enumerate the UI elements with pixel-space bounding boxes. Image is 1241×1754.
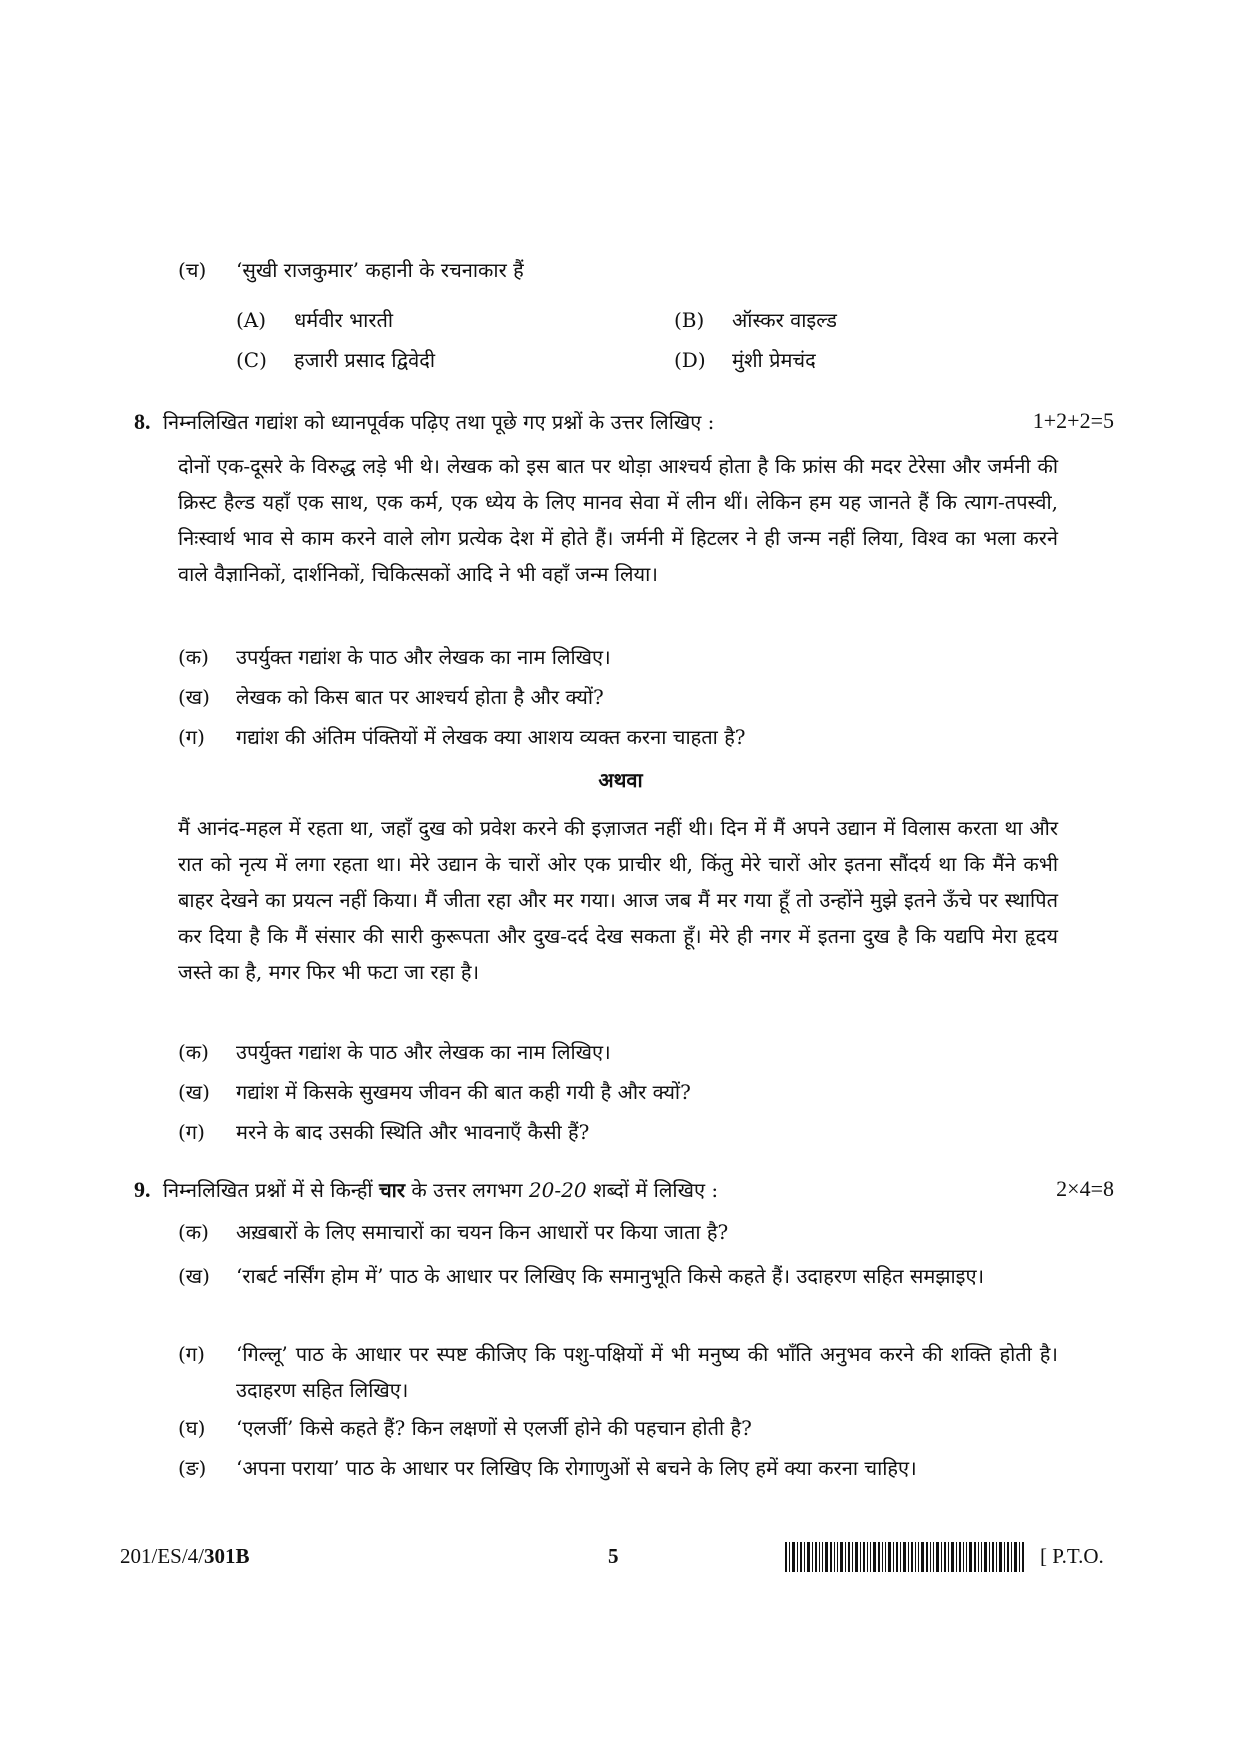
sub-label: (ख)	[178, 1080, 210, 1104]
paper-code-prefix: 201/ES/4/	[120, 1544, 205, 1568]
paper-code	[120, 1544, 250, 1569]
instruction-post: के उत्तर लगभग	[411, 1178, 523, 1202]
q8-alt-sub-ka	[178, 1038, 611, 1065]
passage-1: दोनों एक-दूसरे के विरुद्ध लड़े भी थे। लेखक को इस बात पर थोड़ा आश्चर्य होता है कि फ्रांस की मदर टेरेसा और जर्मनी की क्रिस्ट हैल्ड यहाँ एक साथ, एक कर्म, एक ध्येय के लिए मानव सेवा में लीन थीं। लेकिन हम यह जानते हैं कि त्याग-तपस्वी, निःस्वार्थ भाव से काम करने वाले लोग प्रत्येक देश में होते हैं। जर्मनी में हिटलर ने ही जन्म नहीं लिया, विश्व का भला करने वाले वैज्ञानिकों, दार्शनिकों, चिकित्सकों आदि ने भी वहाँ जन्म लिया।	[178, 454, 1058, 586]
option-label: (C)	[236, 348, 267, 372]
q8-sub-ga	[178, 723, 746, 750]
option-label: (D)	[674, 348, 706, 372]
q9-header	[134, 1176, 1114, 1203]
q9-sub-ga	[178, 1336, 1058, 1408]
option-label: (B)	[674, 308, 705, 332]
instruction-italic: 20-20	[528, 1178, 587, 1202]
option-text: मुंशी प्रेमचंद	[732, 348, 816, 372]
barcode-image	[785, 1542, 1025, 1572]
sub-label: (ङ)	[178, 1456, 207, 1480]
sub-label: (ग)	[178, 725, 205, 749]
option-text: ऑस्कर वाइल्ड	[732, 308, 837, 332]
instruction-end: शब्दों में लिखिए :	[592, 1178, 719, 1202]
q8-sub-ka	[178, 643, 611, 670]
sub-text: उपर्युक्त गद्यांश के पाठ और लेखक का नाम लिखिए।	[236, 1040, 611, 1064]
sub-text: ‘गिल्लू’ पाठ के आधार पर स्पष्ट कीजिए कि पशु-पक्षियों में भी मनुष्य की भाँति अनुभव करने की शक्ति होती है। उदाहरण सहित लिखिए।	[236, 1342, 1058, 1402]
page-number: 5	[608, 1544, 619, 1568]
sub-text: लेखक को किस बात पर आश्चर्य होता है और क्यों?	[236, 685, 604, 709]
q8-header	[134, 408, 1114, 435]
sub-text: गद्यांश की अंतिम पंक्तियों में लेखक क्या आशय व्यक्त करना चाहता है?	[236, 725, 746, 749]
sub-text: गद्यांश में किसके सुखमय जीवन की बात कही गयी है और क्यों?	[236, 1080, 691, 1104]
part-label: (च)	[178, 258, 207, 282]
sub-label: (घ)	[178, 1416, 206, 1440]
q8-alt-sub-ga	[178, 1118, 589, 1145]
q9-sub-kha	[178, 1258, 1058, 1294]
q7-question	[178, 256, 524, 283]
q9-sub-ka	[178, 1218, 728, 1245]
pto-label: [ P.T.O.	[1040, 1544, 1104, 1568]
question-number: 9.	[134, 1177, 151, 1202]
sub-text: ‘अपना पराया’ पाठ के आधार पर लिखिए कि रोगाणुओं से बचने के लिए हमें क्या करना चाहिए।	[236, 1456, 917, 1480]
question-number: 8.	[134, 409, 151, 434]
q8-alt-sub-kha	[178, 1078, 691, 1105]
sub-label: (ख)	[178, 685, 210, 709]
q8-sub-kha	[178, 683, 604, 710]
q9-sub-nga	[178, 1454, 917, 1481]
option-text: धर्मवीर भारती	[294, 308, 394, 332]
or-heading: अथवा	[598, 768, 643, 792]
option-label: (A)	[236, 308, 267, 332]
option-d	[674, 346, 816, 373]
sub-label: (ख)	[178, 1264, 210, 1288]
paper-code-bold: 301B	[204, 1544, 250, 1568]
sub-text: ‘राबर्ट नर्सिंग होम में’ पाठ के आधार पर लिखिए कि समानुभूति किसे कहते हैं। उदाहरण सहित समझाइए।	[236, 1264, 985, 1288]
option-c	[236, 346, 435, 373]
sub-label: (ग)	[178, 1120, 205, 1144]
sub-label: (क)	[178, 1220, 209, 1244]
question-marks: 1+2+2=5	[1032, 408, 1114, 433]
option-a	[236, 306, 393, 333]
instruction-bold: चार	[378, 1178, 406, 1202]
question-text: ‘सुखी राजकुमार’ कहानी के रचनाकार हैं	[236, 258, 524, 282]
question-marks: 2×4=8	[1056, 1176, 1114, 1201]
sub-label: (क)	[178, 645, 209, 669]
sub-text: ‘एलर्जी’ किसे कहते हैं? किन लक्षणों से एलर्जी होने की पहचान होती है?	[236, 1416, 752, 1440]
option-b	[674, 306, 837, 333]
sub-label: (ग)	[178, 1342, 205, 1366]
option-text: हजारी प्रसाद द्विवेदी	[294, 348, 436, 372]
instruction-pre: निम्नलिखित प्रश्नों में से किन्हीं	[162, 1178, 373, 1202]
sub-text: अख़बारों के लिए समाचारों का चयन किन आधारों पर किया जाता है?	[236, 1220, 729, 1244]
sub-text: उपर्युक्त गद्यांश के पाठ और लेखक का नाम लिखिए।	[236, 645, 611, 669]
sub-text: मरने के बाद उसकी स्थिति और भावनाएँ कैसी हैं?	[236, 1120, 590, 1144]
q9-sub-gha	[178, 1414, 752, 1441]
question-instruction: निम्नलिखित गद्यांश को ध्यानपूर्वक पढ़िए तथा पूछे गए प्रश्नों के उत्तर लिखिए :	[162, 410, 715, 434]
sub-label: (क)	[178, 1040, 209, 1064]
passage-2: मैं आनंद-महल में रहता था, जहाँ दुख को प्रवेश करने की इज़ाजत नहीं थी। दिन में मैं अपने उद्यान में विलास करता था और रात को नृत्य में लगा रहता था। मेरे उद्यान के चारों ओर एक प्राचीर थी, किंतु मेरे चारों ओर इतना सौंदर्य था कि मैंने कभी बाहर देखने का प्रयत्न नहीं किया। मैं जीता रहा और मर गया। आज जब मैं मर गया हूँ तो उन्होंने मुझे इतने ऊँचे पर स्थापित कर दिया है कि मैं संसार की सारी कुरूपता और दुख-दर्द देख सकता हूँ। मेरे ही नगर में इतना दुख है कि यद्यपि मेरा हृदय जस्ते का है, मगर फिर भी फटा जा रहा है।	[178, 816, 1058, 984]
